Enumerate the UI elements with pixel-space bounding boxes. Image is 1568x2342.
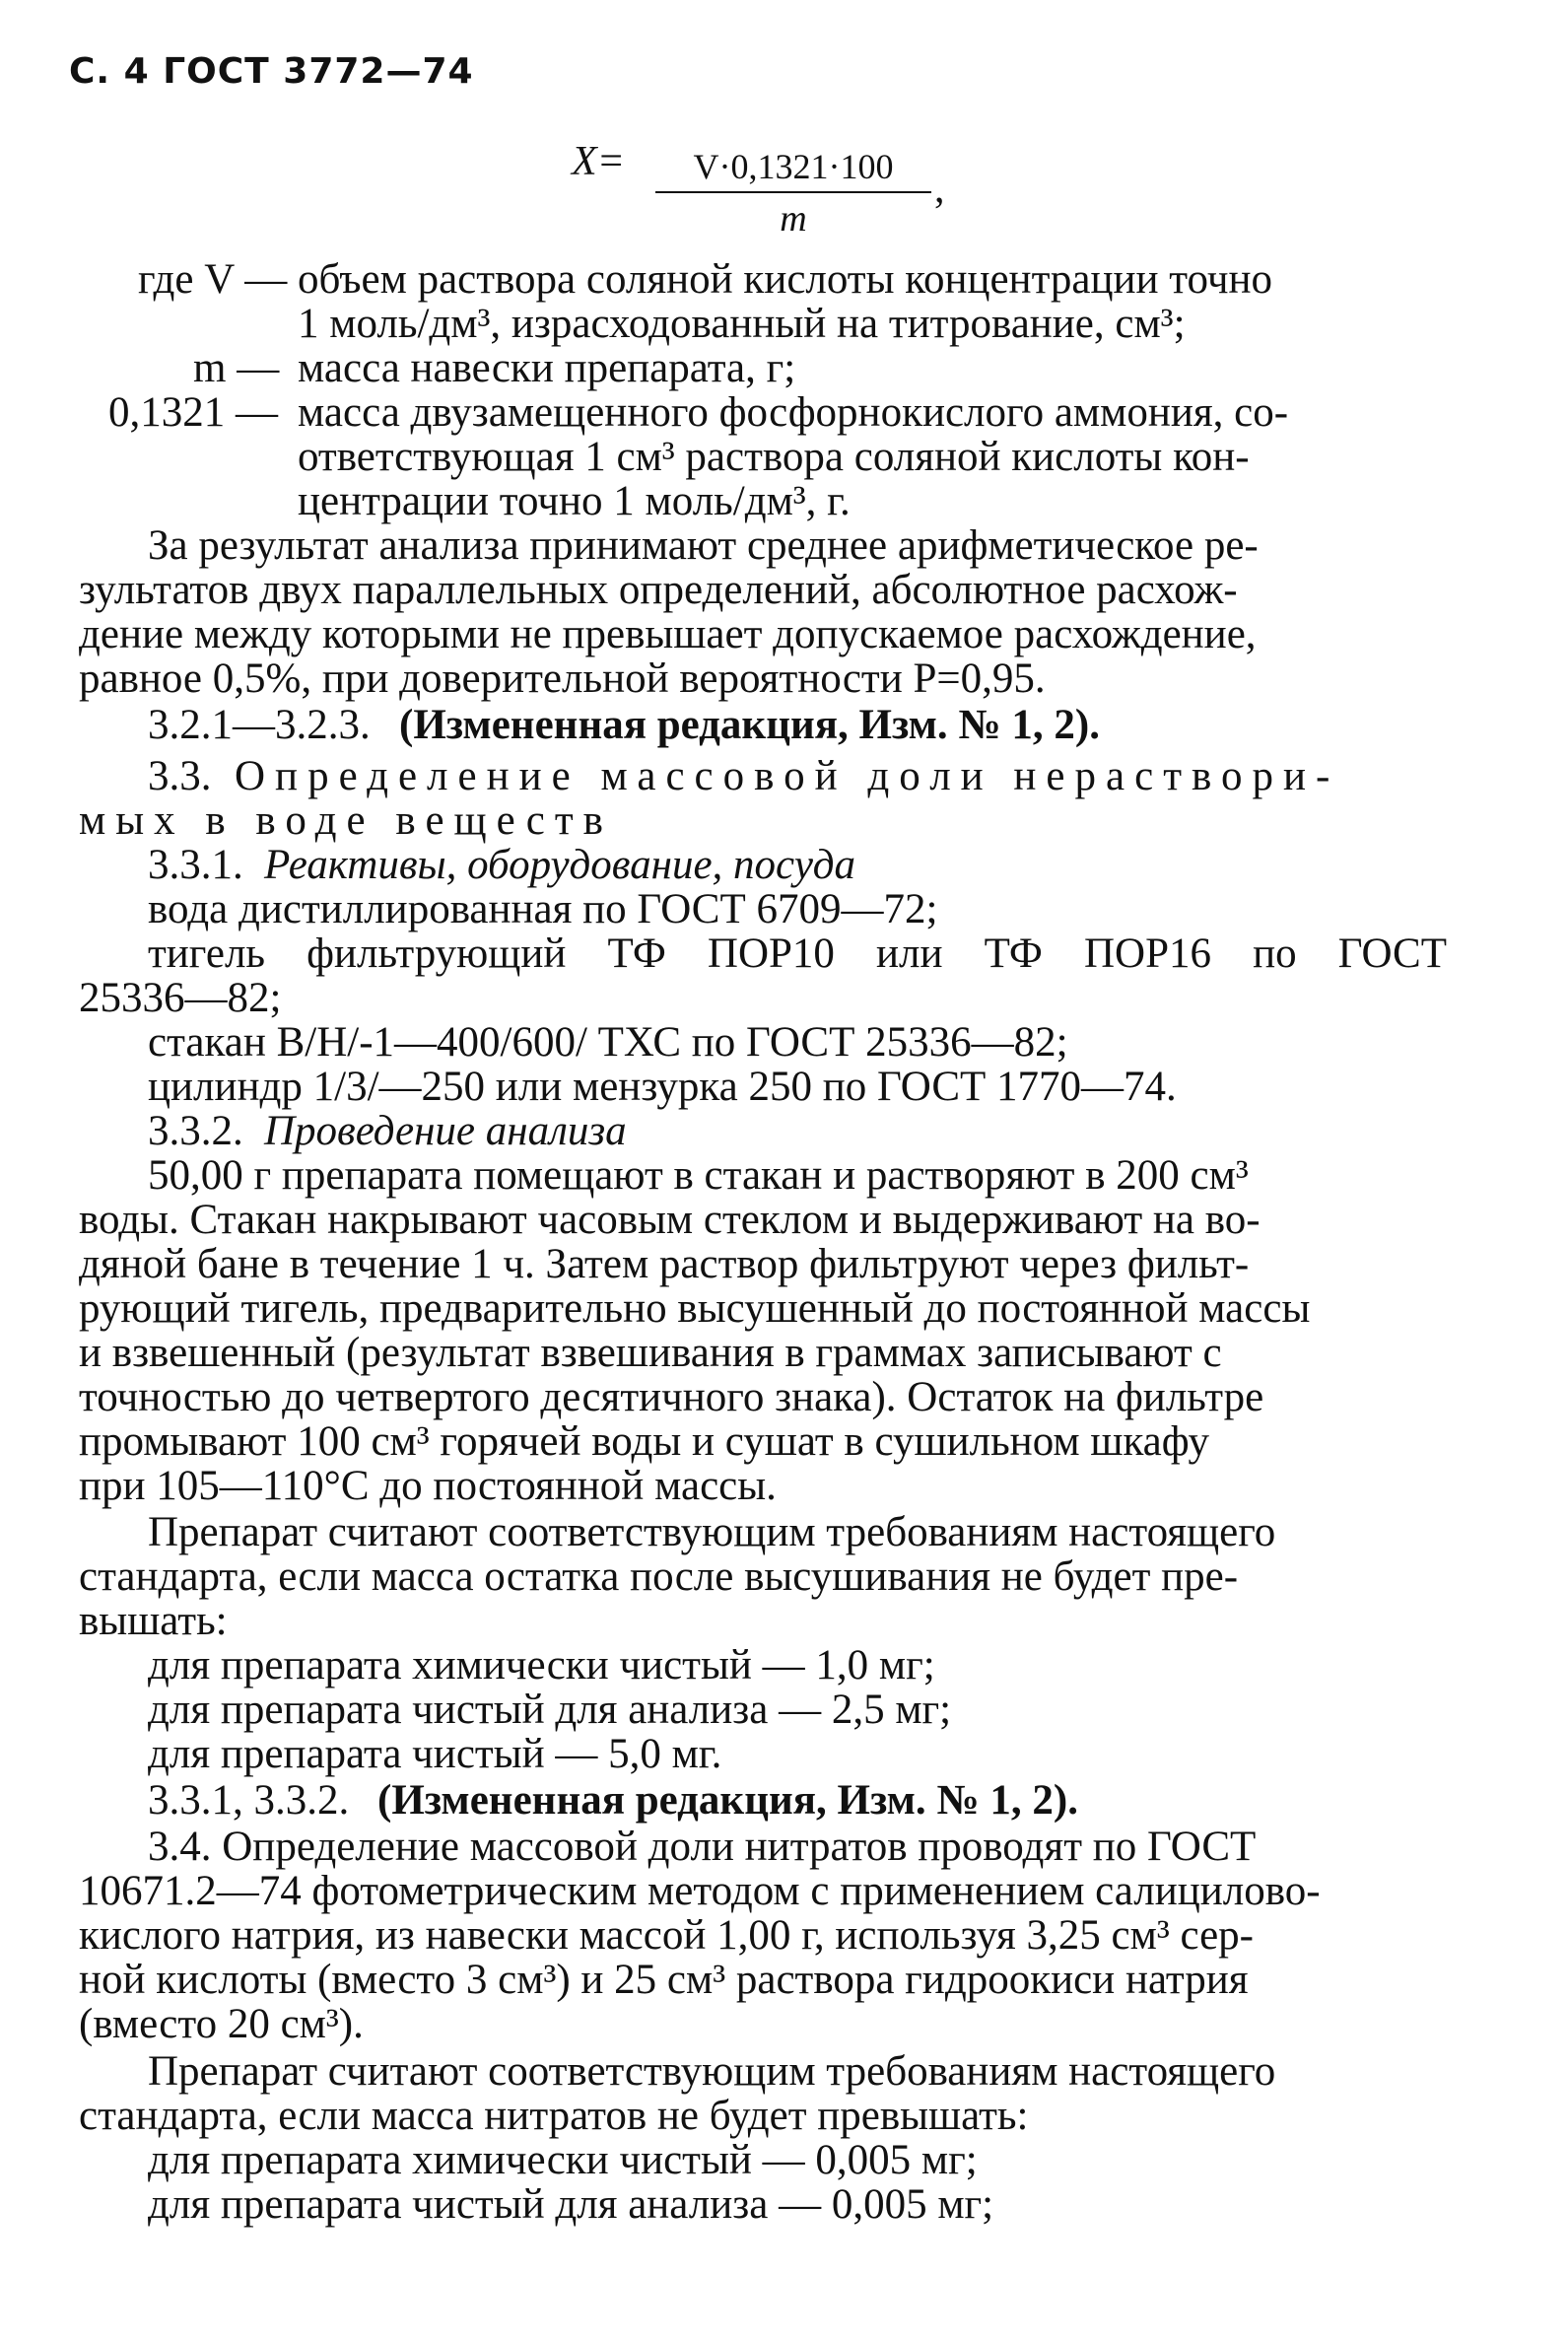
subsection-number: 3.3.1. xyxy=(148,842,243,888)
where-c-text: ответствующая 1 см³ раствора соляной кислоты кон- xyxy=(298,434,1250,480)
subsection-title: Проведение анализа xyxy=(264,1108,627,1154)
section-34-line: ной кислоты (вместо 3 см³) и 25 см³ раствора гидроокиси натрия xyxy=(79,1957,1249,2003)
section-title: мых в воде веществ xyxy=(79,797,613,844)
reagent-line: стакан В/Н/-1—400/600/ ТХС по ГОСТ 25336—82; xyxy=(148,1019,1068,1066)
formula-lhs: X= xyxy=(572,139,625,184)
subsection-number: 3.3.2. xyxy=(148,1108,243,1154)
limit-line: для препарата чистый для анализа — 0,005 мг; xyxy=(148,2181,994,2228)
where-c-term: 0,1321 — xyxy=(108,389,278,436)
procedure-line: при 105—110°С до постоянной массы. xyxy=(79,1463,777,1509)
where-v-text: объем раствора соляной кислоты концентрации точно xyxy=(298,256,1272,303)
edit-note: (Измененная редакция, Изм. № 1, 2). xyxy=(399,702,1100,748)
procedure-line: дяной бане в течение 1 ч. Затем раствор фильтруют через фильт- xyxy=(79,1241,1250,1287)
section-34-line: 3.4. Определение массовой доли нитратов проводят по ГОСТ xyxy=(148,1824,1257,1870)
section-34-line: кислого натрия, из навески массой 1,00 г, используя 3,25 см³ сер- xyxy=(79,1912,1254,1959)
compliance-line: стандарта, если масса остатка после высушивания не будет пре- xyxy=(79,1553,1239,1600)
limit-line: для препарата химически чистый — 1,0 мг; xyxy=(148,1642,935,1688)
procedure-line: точностью до четвертого десятичного знака). Остаток на фильтре xyxy=(79,1374,1264,1420)
limit-line: для препарата чистый для анализа — 2,5 мг; xyxy=(148,1687,952,1733)
section-title: Определение массовой доли нераствори- xyxy=(235,753,1340,799)
procedure-line: рующий тигель, предварительно высушенный до постоянной массы xyxy=(79,1285,1311,1332)
where-v-text: 1 моль/дм³, израсходованный на титрование, см³; xyxy=(298,301,1186,347)
reagent-line: 25336—82; xyxy=(79,975,282,1021)
procedure-line: воды. Стакан накрывают часовым стеклом и выдерживают на во- xyxy=(79,1197,1261,1243)
result-line: дение между которыми не превышает допускаемое расхождение, xyxy=(79,611,1257,657)
result-line: равное 0,5%, при доверительной вероятности P=0,95. xyxy=(79,655,1046,702)
formula-tail: , xyxy=(934,167,945,212)
procedure-line: промывают 100 см³ горячей воды и сушат в сушильном шкафу xyxy=(79,1418,1210,1465)
where-v-term: где V — xyxy=(138,256,288,303)
limit-line: для препарата чистый — 5,0 мг. xyxy=(148,1731,722,1777)
reagent-line: цилиндр 1/3/—250 или мензурка 250 по ГОСТ 1770—74. xyxy=(148,1064,1177,1110)
formula-denominator: m xyxy=(780,198,807,240)
limit-line: для препарата химически чистый — 0,005 мг; xyxy=(148,2137,978,2183)
where-m-term: m — xyxy=(193,345,280,391)
result-line: За результат анализа принимают среднее арифметическое ре- xyxy=(148,522,1259,569)
where-c-text: масса двузамещенного фосфорнокислого аммония, со- xyxy=(298,389,1289,436)
compliance-line: Препарат считают соответствующим требованиям настоящего xyxy=(148,1509,1276,1555)
edit-note: (Измененная редакция, Изм. № 1, 2). xyxy=(377,1777,1078,1824)
section-number: 3.3. xyxy=(148,753,212,799)
compliance-line: вышать: xyxy=(79,1598,228,1644)
result-line: зультатов двух параллельных определений, абсолютное расхож- xyxy=(79,567,1238,613)
subsection-title: Реактивы, оборудование, посуда xyxy=(264,842,856,888)
formula-fraction xyxy=(655,146,931,241)
reagent-line: вода дистиллированная по ГОСТ 6709—72; xyxy=(148,886,938,932)
where-m-text: масса навески препарата, г; xyxy=(298,345,796,391)
where-c-text: центрации точно 1 моль/дм³, г. xyxy=(298,478,851,524)
compliance-line: стандарта, если масса нитратов не будет превышать: xyxy=(79,2093,1029,2139)
fraction-bar xyxy=(655,191,931,193)
section-34-line: 10671.2—74 фотометрическим методом с применением салицилово- xyxy=(79,1868,1321,1914)
section-34-line: (вместо 20 см³). xyxy=(79,2001,364,2047)
procedure-line: и взвешенный (результат взвешивания в граммах записывают с xyxy=(79,1330,1222,1376)
edit-ref: 3.3.1, 3.3.2. xyxy=(148,1777,350,1824)
procedure-line: 50,00 г препарата помещают в стакан и растворяют в 200 см³ xyxy=(148,1152,1249,1199)
edit-ref: 3.2.1—3.2.3. xyxy=(148,702,371,748)
reagent-line: тигель фильтрующий ТФ ПОР10 или ТФ ПОР16 по ГОСТ xyxy=(148,930,1447,977)
formula-numerator: V·0,1321·100 xyxy=(693,147,894,186)
compliance-line: Препарат считают соответствующим требованиям настоящего xyxy=(148,2048,1276,2095)
page-header: С. 4 ГОСТ 3772—74 xyxy=(69,51,474,92)
